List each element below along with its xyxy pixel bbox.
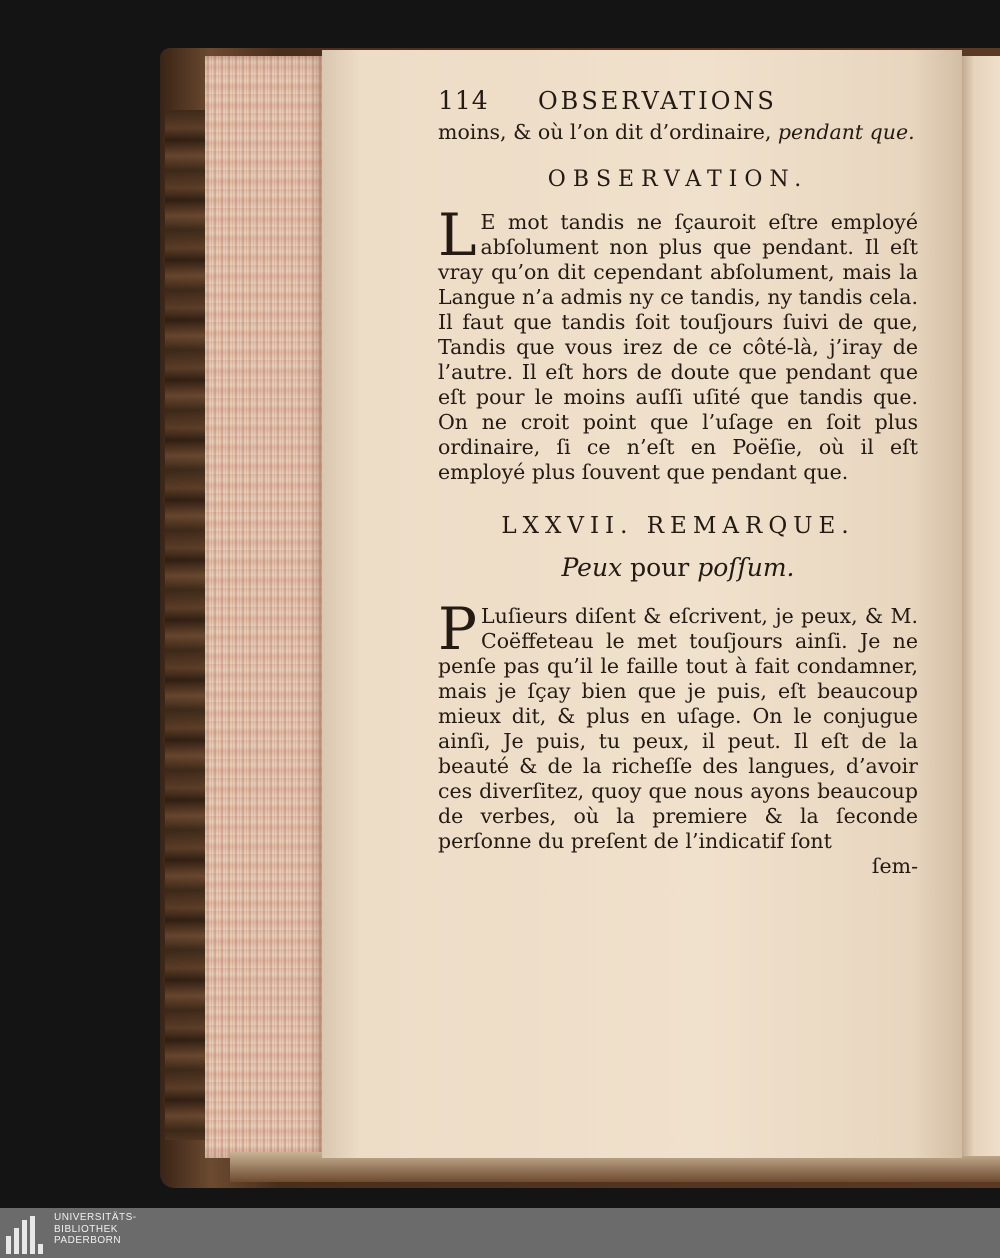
remarque-paragraph — [438, 595, 918, 854]
observation-paragraph — [438, 201, 918, 485]
page-edges — [205, 56, 325, 1158]
drop-cap: P — [438, 595, 478, 663]
observation-heading: OBSERVATION. — [547, 167, 809, 192]
lead-text: moins, & où l’on dit d’ordinaire, — [438, 120, 778, 144]
lead-paragraph — [438, 120, 918, 145]
remarque-heading: LXXVII. REMARQUE. — [501, 513, 855, 539]
catchword: ſem- — [871, 854, 918, 878]
library-name: UNIVERSITÄTS- BIBLIOTHEK PADERBORN — [54, 1212, 137, 1246]
remarque-text: Luſieurs diſent & eſcrivent, je peux, & M. Coëffeteau le met touſjours ainſi. Je ne penſe pas qu’il le faille tout à fait condamner, mais je ſçay bien que je puis, eſt beaucoup mieux dit, & plus en uſage. On le conjugue ainſi, Je puis, tu peux, il peut. Il eſt de la beauté & de la richeſſe des langues, d’avoir ces diverſitez, quoy que nous ayons beaucoup de verbes, où la premiere & la ſeconde perſonne du preſent de l’indicatif ſont — [438, 604, 918, 853]
page-text — [438, 86, 918, 878]
running-head — [438, 86, 918, 120]
facing-page — [960, 56, 1000, 1156]
lead-italic: pendant que. — [777, 120, 915, 144]
library-logo-icon — [6, 1214, 44, 1254]
page-number: 114 — [438, 86, 489, 115]
drop-cap: L — [438, 201, 477, 269]
running-title: OBSERVATIONS — [538, 87, 777, 115]
remarque-subheading: Peux pour poſſum. — [561, 553, 795, 582]
library-footer — [0, 1208, 1000, 1258]
observation-text: E mot tandis ne ſçauroit eſtre employé abſolument non plus que pendant. Il eſt vray qu’on dit cependant abſolument, mais la Langue n’a admis ny ce tandis, ny tandis cela. Il faut que tandis ſoit touſjours ſuivi de que, Tandis que vous irez de ce côté-là, j’iray de l’autre. Il eſt hors de doute que pendant que eſt pour le moins auſſi uſité que tandis que. On ne croit point que l’uſage en ſoit plus ordinaire, ſi ce n’eſt en Poëſie, où il eſt employé plus ſouvent que pendant que. — [438, 210, 918, 484]
